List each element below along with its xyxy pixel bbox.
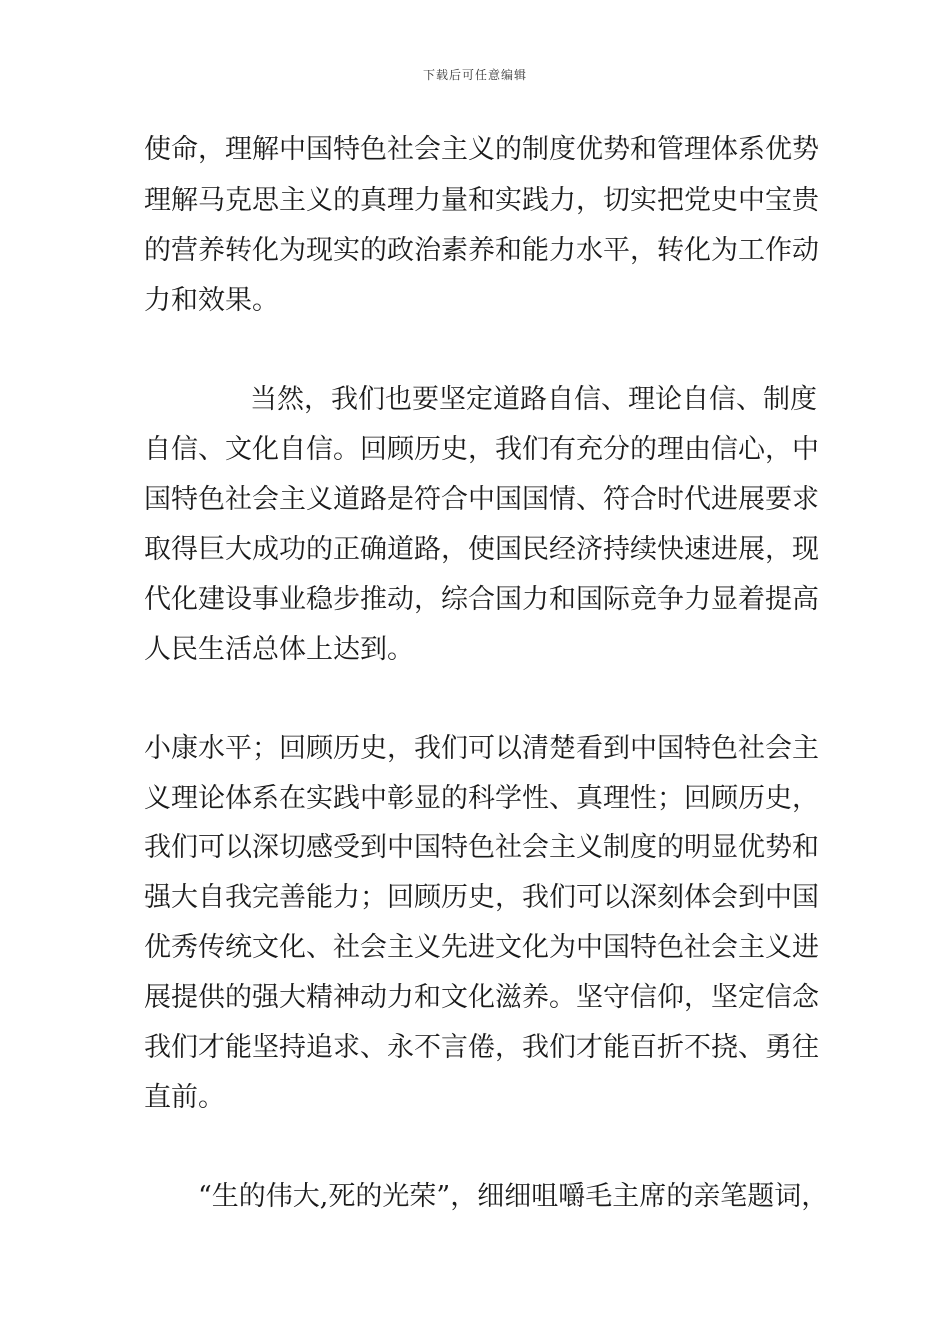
- paragraph-2-line-5: 代化建设事业稳步推动，综合国力和国际竞争力显着提高: [144, 584, 819, 615]
- paragraph-3-line-6: 展提供的强大精神动力和文化滋养。坚守信仰，坚定信念: [144, 982, 819, 1013]
- paragraph-3-line-1: 小康水平；回顾历史，我们可以清楚看到中国特色社会主: [144, 733, 819, 764]
- paragraph-1-line-1: 使命，理解中国特色社会主义的制度优势和管理体系优势: [144, 134, 819, 165]
- paragraph-3-line-2: 义理论体系在实践中彰显的科学性、真理性；回顾历史，: [144, 783, 819, 814]
- paragraph-1-line-2: 理解马克思主义的真理力量和实践力，切实把党史中宝贵: [144, 185, 819, 216]
- paragraph-2-line-4: 取得巨大成功的正确道路，使国民经济持续快速进展，现: [144, 534, 819, 565]
- paragraph-3-line-4: 强大自我完善能力；回顾历史，我们可以深刻体会到中国: [144, 882, 819, 913]
- paragraph-3-line-3: 我们可以深切感受到中国特色社会主义制度的明显优势和: [144, 832, 819, 863]
- paragraph-3-line-8: 直前。: [144, 1082, 225, 1113]
- paragraph-1-line-4: 力和效果。: [144, 285, 279, 316]
- paragraph-2-line-6: 人民生活总体上达到。: [144, 634, 414, 665]
- paragraph-1-line-3: 的营养转化为现实的政治素养和能力水平，转化为工作动: [144, 235, 819, 266]
- paragraph-3-line-5: 优秀传统文化、社会主义先进文化为中国特色社会主义进: [144, 932, 819, 963]
- paragraph-3-line-7: 我们才能坚持追求、永不言倦，我们才能百折不挠、勇往: [144, 1032, 819, 1063]
- page-header: 下载后可任意编辑: [422, 68, 527, 82]
- paragraph-2-line-1: 当然，我们也要坚定道路自信、理论自信、制度: [250, 384, 817, 415]
- paragraph-4-line-1: “生的伟大,死的光荣”，细细咀嚼毛主席的亲笔题词，: [198, 1181, 829, 1212]
- paragraph-2-line-2: 自信、文化自信。回顾历史，我们有充分的理由信心，中: [144, 434, 819, 465]
- paragraph-2-line-3: 国特色社会主义道路是符合中国国情、符合时代进展要求: [144, 484, 819, 515]
